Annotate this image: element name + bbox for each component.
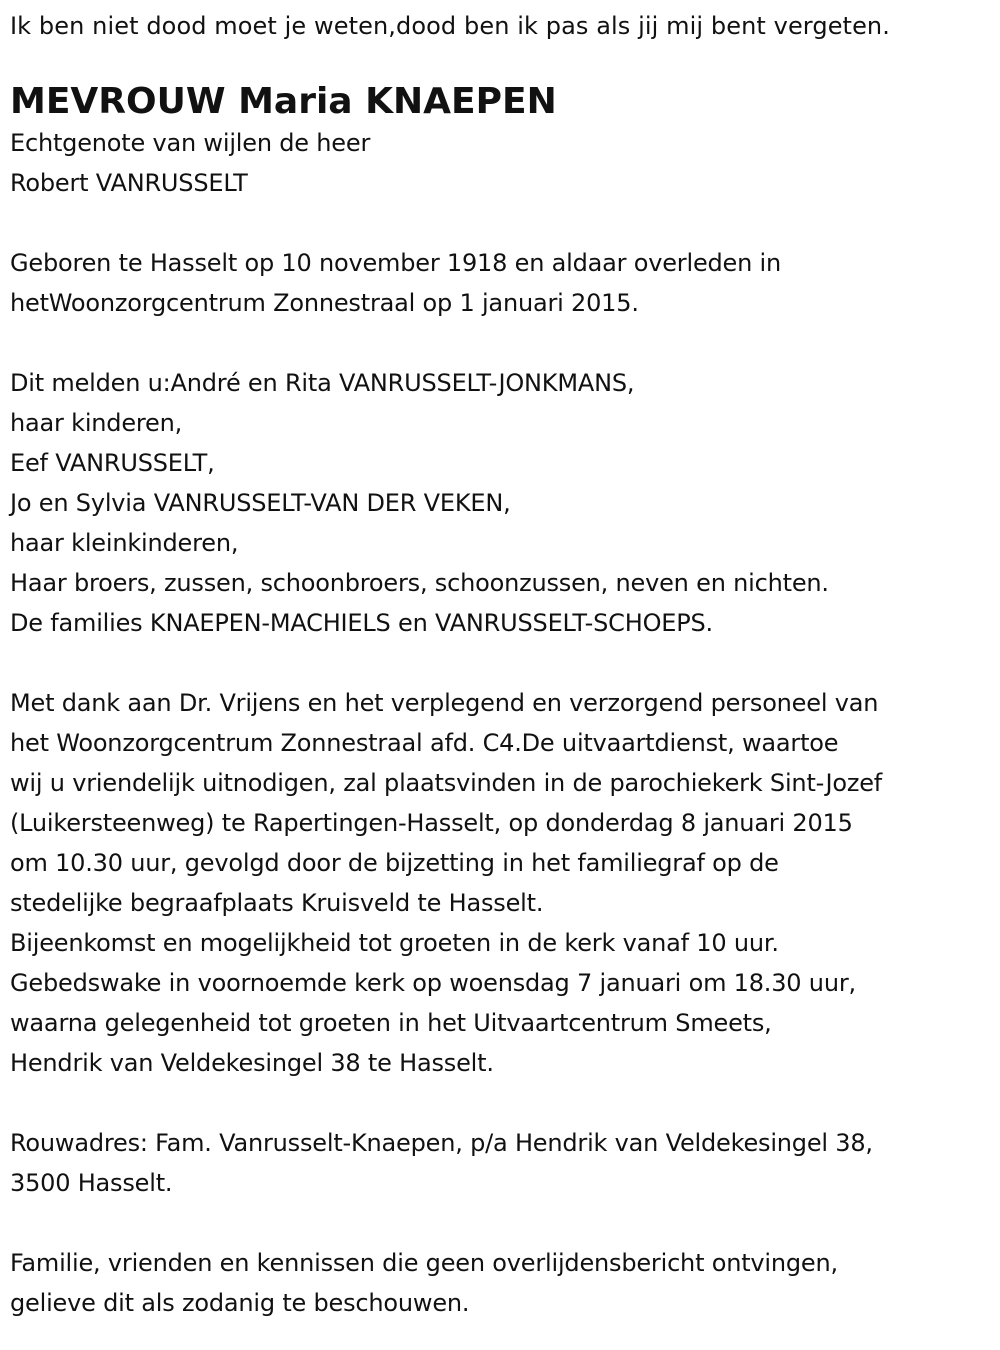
birth-death-line: Geboren te Hasselt op 10 november 1918 en aldaar overleden in [10, 249, 782, 277]
spouse-line: Robert VANRUSSELT [10, 169, 248, 197]
paragraph-gap [10, 323, 995, 363]
birth-death-section [10, 243, 995, 323]
deceased-name-heading: MEVROUW Maria KNAEPEN [10, 81, 557, 122]
closing-line: gelieve dit als zodanig te beschouwen. [10, 1289, 470, 1317]
paragraph-gap [10, 1083, 995, 1123]
service-line: stedelijke begraafplaats Kruisveld te Hasselt. [10, 889, 544, 917]
family-line: Eef VANRUSSELT, [10, 449, 215, 477]
service-line: Gebedswake in voornoemde kerk op woensdag 7 januari om 18.30 uur, [10, 969, 856, 997]
closing-line: Familie, vrienden en kennissen die geen overlijdensbericht ontvingen, [10, 1249, 838, 1277]
family-line: Dit melden u:André en Rita VANRUSSELT-JONKMANS, [10, 369, 635, 397]
service-line: Met dank aan Dr. Vrijens en het verplegend en verzorgend personeel van [10, 689, 879, 717]
address-line: 3500 Hasselt. [10, 1169, 173, 1197]
birth-death-line: hetWoonzorgcentrum Zonnestraal op 1 januari 2015. [10, 289, 639, 317]
service-line: Bijeenkomst en mogelijkheid tot groeten in de kerk vanaf 10 uur. [10, 929, 779, 957]
paragraph-gap [10, 643, 995, 683]
family-line: Haar broers, zussen, schoonbroers, schoonzussen, neven en nichten. [10, 569, 829, 597]
motto-quote: Ik ben niet dood moet je weten,dood ben ik pas als jij mij bent vergeten. [10, 12, 890, 40]
obituary-document [10, 6, 995, 1323]
service-section [10, 683, 995, 1083]
family-line: haar kleinkinderen, [10, 529, 239, 557]
service-line: om 10.30 uur, gevolgd door de bijzetting in het familiegraf op de [10, 849, 779, 877]
address-section [10, 1123, 995, 1203]
service-line: (Luikersteenweg) te Rapertingen-Hasselt, op donderdag 8 januari 2015 [10, 809, 853, 837]
spouse-line: Echtgenote van wijlen de heer [10, 129, 371, 157]
family-section [10, 363, 995, 643]
family-line: haar kinderen, [10, 409, 183, 437]
paragraph-gap [10, 1203, 995, 1243]
service-line: wij u vriendelijk uitnodigen, zal plaatsvinden in de parochiekerk Sint-Jozef [10, 769, 883, 797]
address-line: Rouwadres: Fam. Vanrusselt-Knaepen, p/a Hendrik van Veldekesingel 38, [10, 1129, 873, 1157]
family-line: Jo en Sylvia VANRUSSELT-VAN DER VEKEN, [10, 489, 511, 517]
service-line: Hendrik van Veldekesingel 38 te Hasselt. [10, 1049, 494, 1077]
service-line: het Woonzorgcentrum Zonnestraal afd. C4.De uitvaartdienst, waartoe [10, 729, 839, 757]
closing-section [10, 1243, 995, 1323]
paragraph-gap [10, 203, 995, 243]
service-line: waarna gelegenheid tot groeten in het Uitvaartcentrum Smeets, [10, 1009, 772, 1037]
spouse-section [10, 123, 995, 203]
family-line: De families KNAEPEN-MACHIELS en VANRUSSELT-SCHOEPS. [10, 609, 713, 637]
